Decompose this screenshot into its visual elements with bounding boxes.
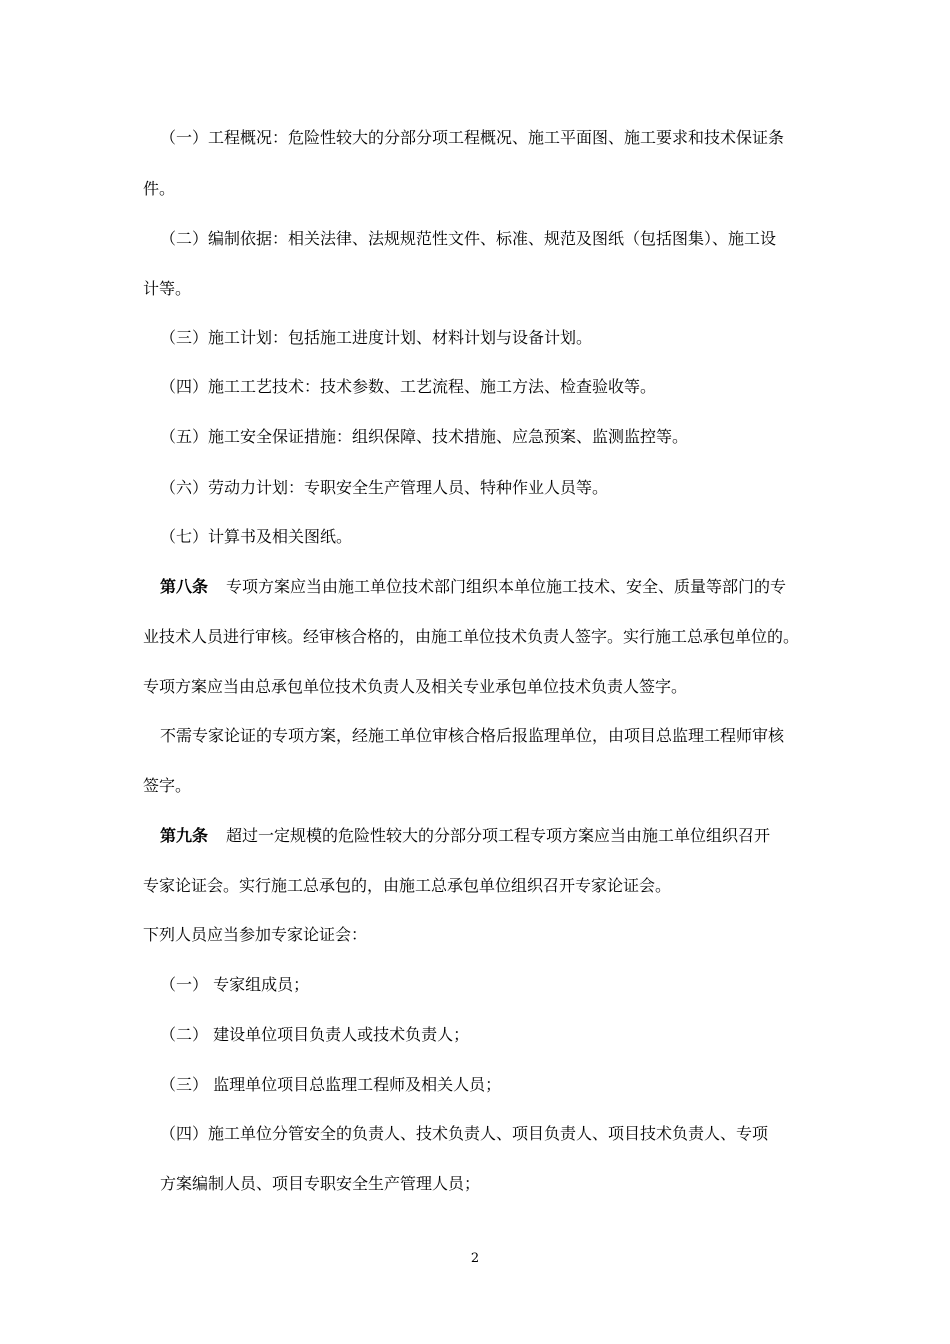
article-9-heading: 第九条 (160, 826, 209, 845)
item-4-process-technology: （四）施工工艺技术：技术参数、工艺流程、施工方法、检查验收等。 (160, 377, 657, 396)
article-9-paragraph (160, 826, 770, 846)
item-5-safety-measures: （五）施工安全保证措施：组织保障、技术措施、应急预案、监测监控等。 (160, 427, 689, 446)
participant-1: （一） 专家组成员； (160, 975, 310, 994)
article-8-text: 专项方案应当由施工单位技术部门组织本单位施工技术、安全、质量等部门的专 (226, 577, 787, 596)
article-8-line-3: 专项方案应当由总承包单位技术负责人及相关专业承包单位技术负责人签字。 (143, 677, 688, 696)
article-9-line-2: 专家论证会。实行施工总承包的，由施工总承包单位组织召开专家论证会。 (143, 876, 672, 895)
article-8-paragraph (160, 577, 786, 597)
no-expert-review-paragraph: 不需专家论证的专项方案，经施工单位审核合格后报监理单位，由项目总监理工程师审核 (160, 726, 785, 745)
item-6-labor-plan: （六）劳动力计划：专职安全生产管理人员、特种作业人员等。 (160, 478, 609, 497)
item-3-construction-plan: （三）施工计划：包括施工进度计划、材料计划与设备计划。 (160, 328, 593, 347)
item-2-basis: （二）编制依据：相关法律、法规规范性文件、标准、规范及图纸（包括图集）、施工设 (160, 229, 777, 248)
page-number: 2 (470, 1251, 480, 1266)
participant-3: （三） 监理单位项目总监理工程师及相关人员； (160, 1075, 502, 1094)
participants-intro: 下列人员应当参加专家论证会： (143, 925, 368, 944)
item-7-calculations: （七）计算书及相关图纸。 (160, 527, 353, 546)
participant-4: （四）施工单位分管安全的负责人、技术负责人、项目负责人、项目技术负责人、专项 (160, 1124, 769, 1143)
article-8-heading: 第八条 (160, 577, 209, 596)
participant-2: （二） 建设单位项目负责人或技术负责人； (160, 1025, 470, 1044)
item-2-continuation: 计等。 (143, 279, 192, 298)
article-9-text: 超过一定规模的危险性较大的分部分项工程专项方案应当由施工单位组织召开 (226, 826, 771, 845)
participant-4-continuation: 方案编制人员、项目专职安全生产管理人员； (160, 1174, 481, 1193)
no-expert-review-continuation: 签字。 (143, 776, 192, 795)
article-8-line-2: 业技术人员进行审核。经审核合格的，由施工单位技术负责人签字。实行施工总承包单位的。 (143, 627, 800, 646)
item-1-project-overview: （一）工程概况：危险性较大的分部分项工程概况、施工平面图、施工要求和技术保证条 (160, 128, 785, 147)
item-1-continuation: 件。 (143, 179, 176, 198)
